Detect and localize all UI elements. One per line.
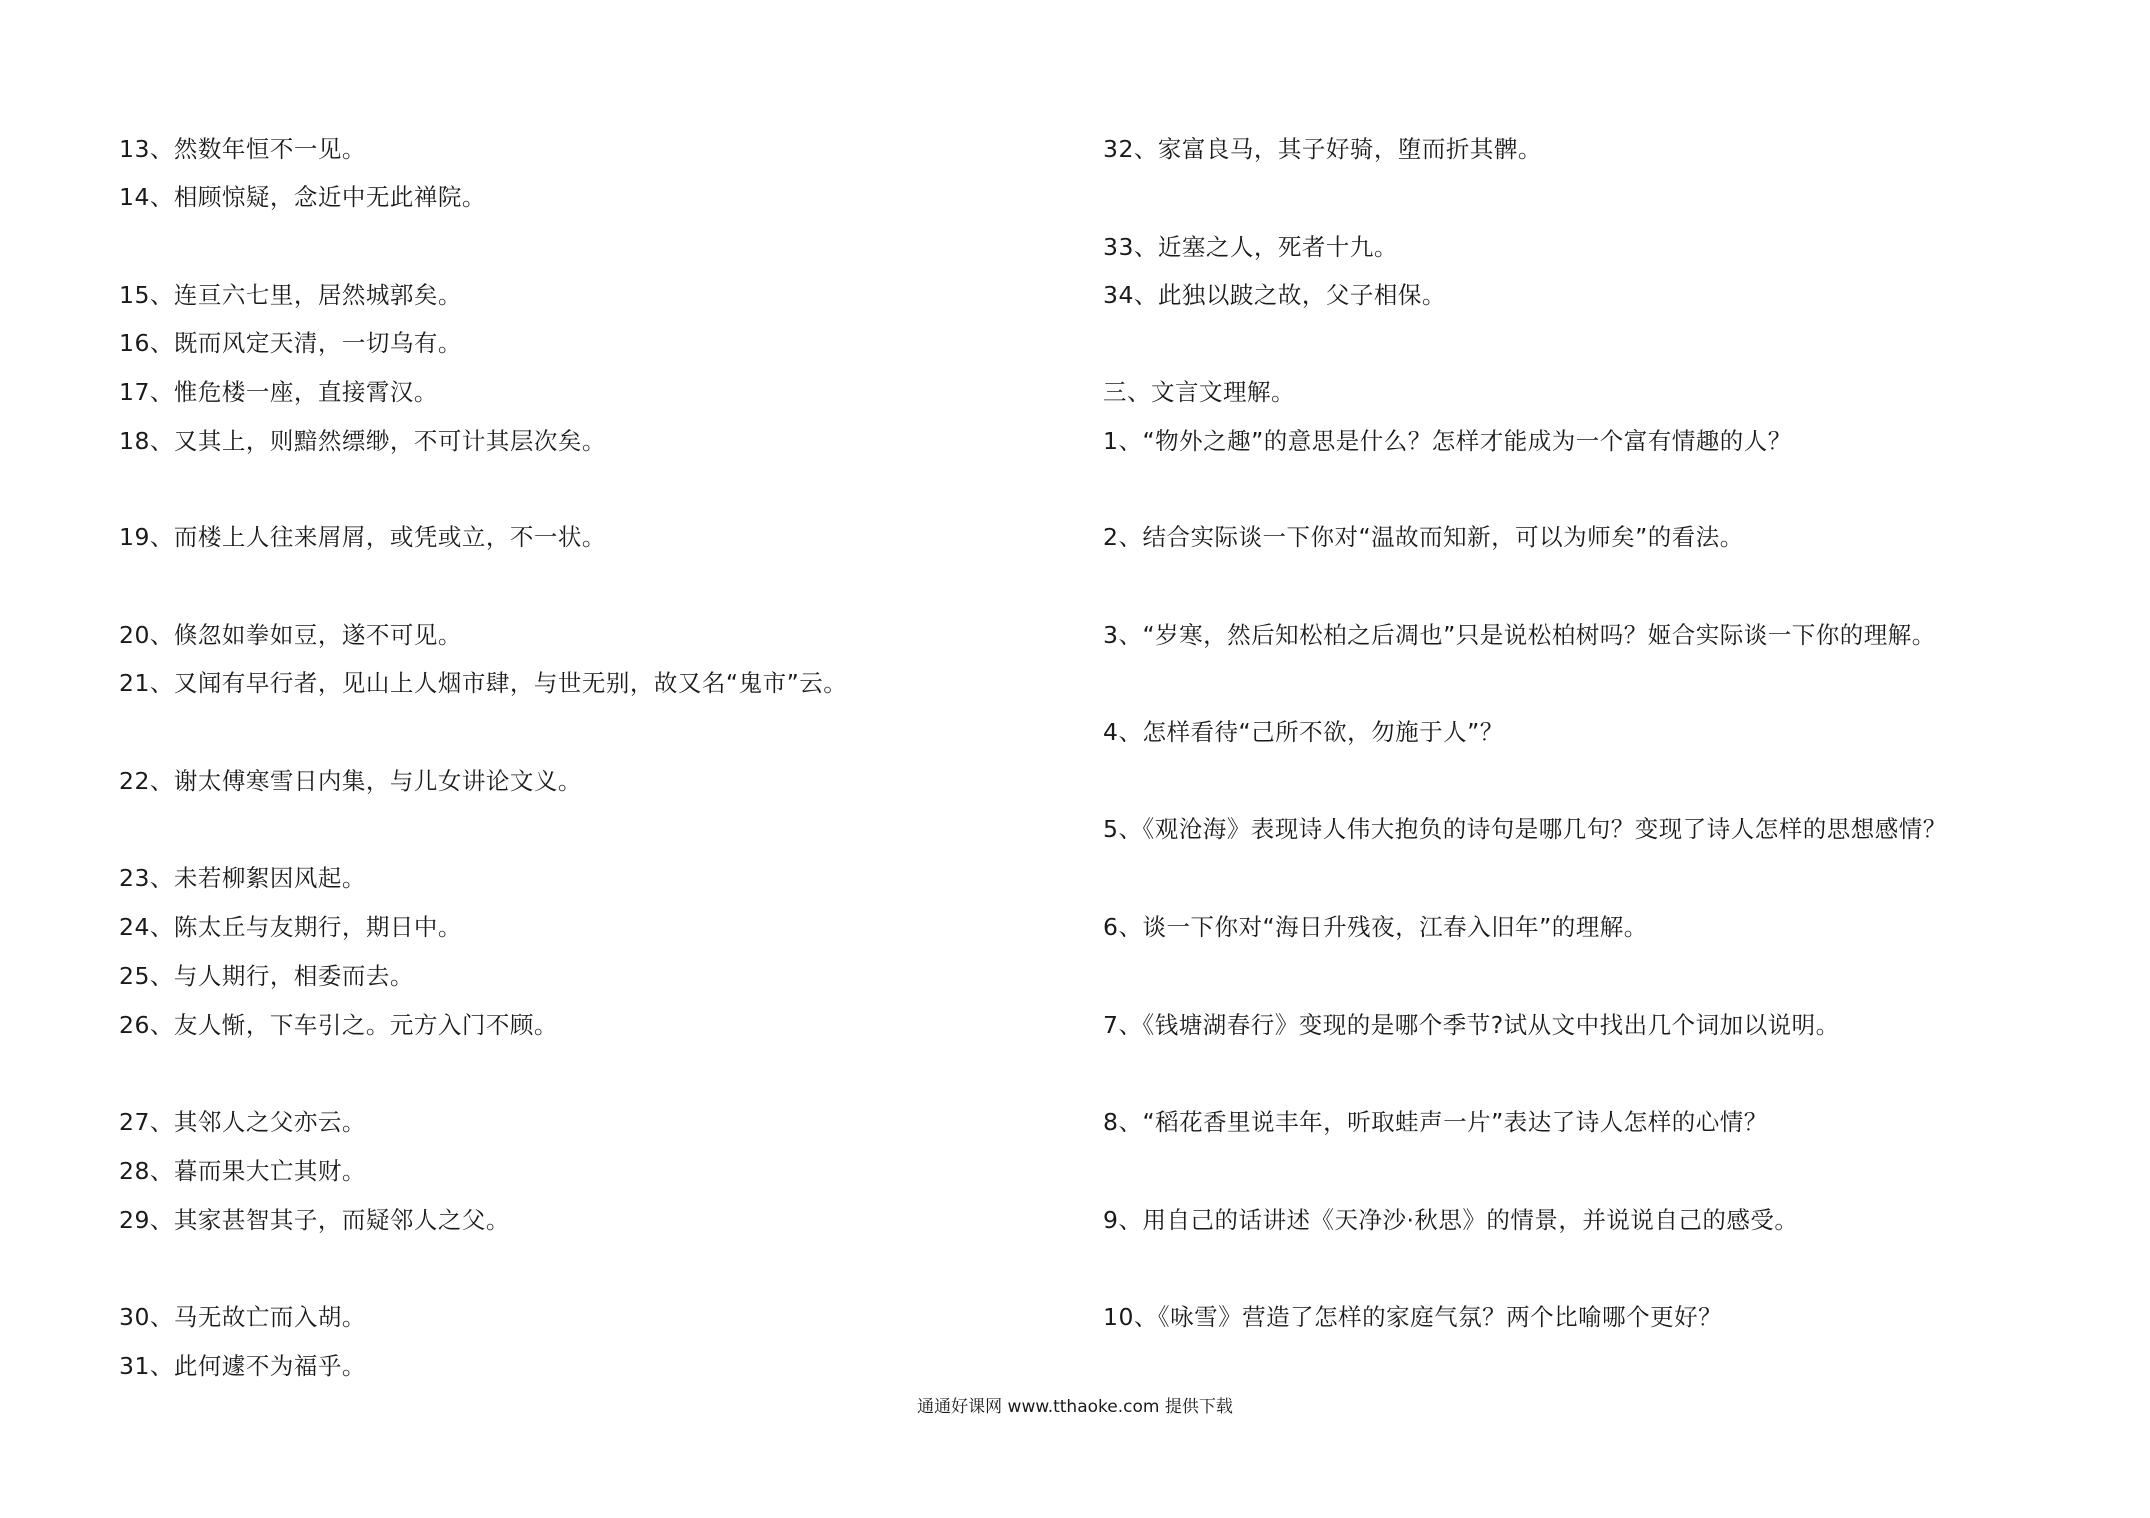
left-item: 15、连亘六七里，居然城郭矣。 bbox=[119, 281, 462, 309]
left-item: 19、而楼上人往来屑屑，或凭或立，不一状。 bbox=[119, 523, 606, 551]
left-item: 22、谢太傅寒雪日内集，与儿女讲论文义。 bbox=[119, 767, 582, 795]
right-item: 10、《咏雪》营造了怎样的家庭气氛？两个比喻哪个更好？ bbox=[1103, 1303, 1723, 1331]
left-item: 20、倏忽如拳如豆，遂不可见。 bbox=[119, 621, 462, 649]
left-item: 21、又闻有早行者，见山上人烟市肆，与世无别，故又名“鬼市”云。 bbox=[119, 669, 848, 697]
left-item: 17、惟危楼一座，直接霄汉。 bbox=[119, 378, 438, 406]
left-item: 23、未若柳絮因风起。 bbox=[119, 864, 366, 892]
right-item: 4、怎样看待“己所不欲，勿施于人”？ bbox=[1103, 718, 1504, 746]
right-item: 3、“岁寒，然后知松柏之后凋也”只是说松柏树吗？姬合实际谈一下你的理解。 bbox=[1103, 621, 1936, 649]
right-item: 三、文言文理解。 bbox=[1103, 378, 1295, 406]
right-item: 5、《观沧海》表现诗人伟大抱负的诗句是哪几句？变现了诗人怎样的思想感情？ bbox=[1103, 815, 1947, 843]
left-item: 28、暮而果大亡其财。 bbox=[119, 1157, 366, 1185]
right-item: 1、“物外之趣”的意思是什么？怎样才能成为一个富有情趣的人？ bbox=[1103, 427, 1792, 455]
right-item: 7、《钱塘湖春行》变现的是哪个季节?试从文中找出几个词加以说明。 bbox=[1103, 1011, 1840, 1039]
left-item: 27、其邻人之父亦云。 bbox=[119, 1108, 366, 1136]
left-item: 31、此何遽不为福乎。 bbox=[119, 1352, 366, 1380]
left-item: 26、友人惭，下车引之。元方入门不顾。 bbox=[119, 1011, 558, 1039]
footer-text: 通通好课网 www.tthaoke.com 提供下载 bbox=[917, 1397, 1233, 1417]
left-item: 30、马无故亡而入胡。 bbox=[119, 1303, 366, 1331]
right-item: 8、“稻花香里说丰年，听取蛙声一片”表达了诗人怎样的心情？ bbox=[1103, 1108, 1768, 1136]
left-item: 18、又其上，则黯然缥缈，不可计其层次矣。 bbox=[119, 427, 606, 455]
right-item: 32、家富良马，其子好骑，堕而折其髀。 bbox=[1103, 135, 1542, 163]
left-item: 16、既而风定天清，一切乌有。 bbox=[119, 329, 462, 357]
left-item: 29、其家甚智其子，而疑邻人之父。 bbox=[119, 1206, 510, 1234]
right-item: 2、结合实际谈一下你对“温故而知新，可以为师矣”的看法。 bbox=[1103, 523, 1744, 551]
left-item: 14、相顾惊疑，念近中无此禅院。 bbox=[119, 183, 486, 211]
left-item: 24、陈太丘与友期行，期日中。 bbox=[119, 913, 462, 941]
right-item: 9、用自己的话讲述《天净沙·秋思》的情景，并说说自己的感受。 bbox=[1103, 1206, 1799, 1234]
left-item: 25、与人期行，相委而去。 bbox=[119, 962, 414, 990]
right-item: 33、近塞之人，死者十九。 bbox=[1103, 233, 1398, 261]
right-item: 34、此独以跛之故，父子相保。 bbox=[1103, 281, 1446, 309]
right-item: 6、谈一下你对“海日升残夜，江春入旧年”的理解。 bbox=[1103, 913, 1648, 941]
left-item: 13、然数年恒不一见。 bbox=[119, 135, 366, 163]
